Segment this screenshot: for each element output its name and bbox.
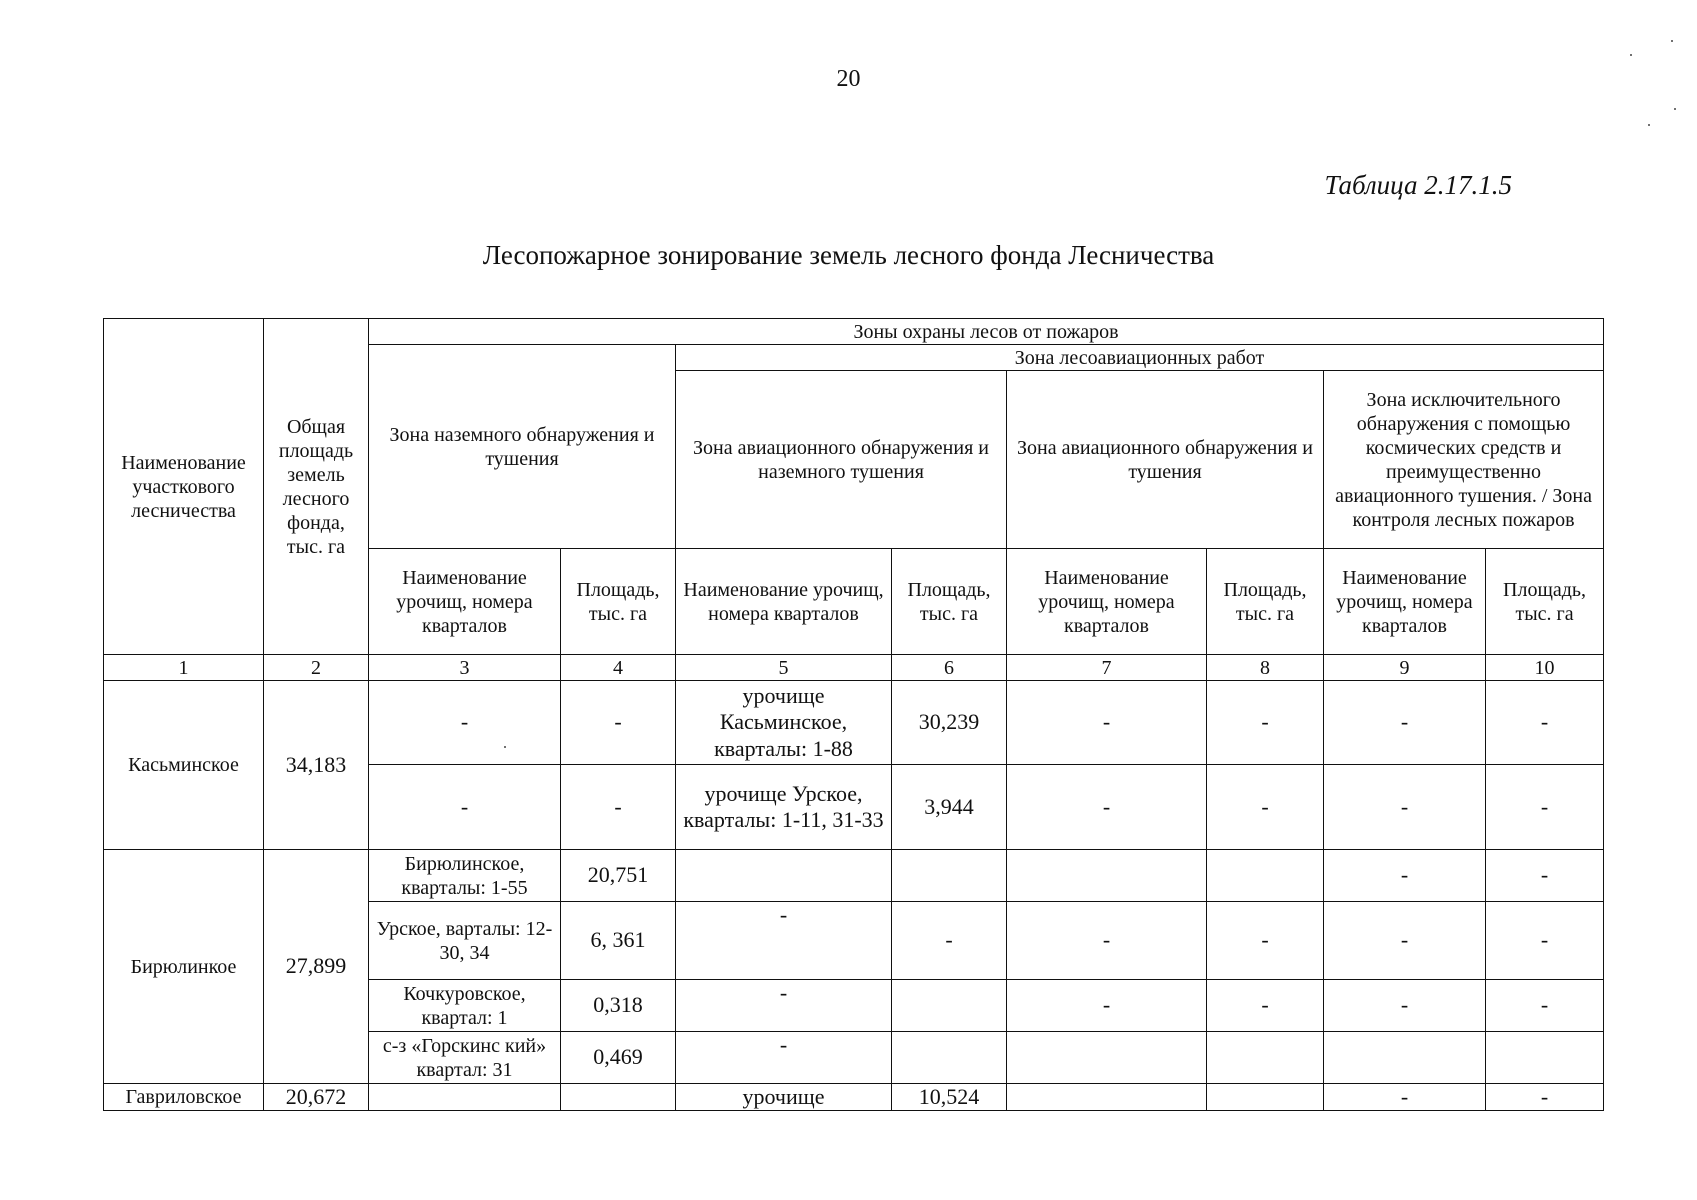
column-number: 7 bbox=[1007, 655, 1207, 681]
cell-c7 bbox=[1007, 1032, 1207, 1084]
header-sub-area: Площадь, тыс. га bbox=[1486, 549, 1604, 655]
cell-c8 bbox=[1207, 1084, 1324, 1111]
cell-c3: Кочкуровское, квартал: 1 bbox=[369, 980, 561, 1032]
cell-c4: - bbox=[561, 765, 676, 850]
cell-c8: - bbox=[1207, 681, 1324, 765]
cell-c8: - bbox=[1207, 980, 1324, 1032]
forestry-name: Гавриловское bbox=[104, 1084, 264, 1111]
header-zone-aviation-works: Зона лесоавиационных работ bbox=[676, 345, 1604, 371]
cell-c9: - bbox=[1324, 902, 1486, 980]
header-name: Наименование участкового лесничества bbox=[104, 319, 264, 655]
table-caption: Таблица 2.17.1.5 bbox=[1324, 170, 1512, 200]
cell-c3: Урское, варталы: 12-30, 34 bbox=[369, 902, 561, 980]
cell-c5: - bbox=[676, 1032, 892, 1084]
header-area: Общая площадь земель лесного фонда, тыс. га bbox=[264, 319, 369, 655]
cell-c9: - bbox=[1324, 850, 1486, 902]
cell-c3: - bbox=[369, 681, 561, 765]
scan-speck bbox=[1648, 124, 1650, 126]
table-row bbox=[104, 850, 1604, 902]
column-number: 2 bbox=[264, 655, 369, 681]
header-zone-air: Зона авиационного обнаружения и тушения bbox=[1007, 371, 1324, 549]
cell-c3 bbox=[369, 1084, 561, 1111]
cell-c4 bbox=[561, 1084, 676, 1111]
cell-c5: урочище Урское, кварталы: 1-11, 31-33 bbox=[676, 765, 892, 850]
column-number: 1 bbox=[104, 655, 264, 681]
scan-speck bbox=[1674, 108, 1676, 110]
header-zone-ground: Зона наземного обнаружения и тушения bbox=[369, 345, 676, 549]
header-sub-name: Наименование урочищ, номера кварталов bbox=[1324, 549, 1486, 655]
page-number: 20 bbox=[836, 66, 861, 92]
table-row bbox=[104, 1084, 1604, 1111]
cell-c9: - bbox=[1324, 980, 1486, 1032]
column-numbers-row bbox=[104, 655, 1604, 681]
cell-c3: Бирюлинское, кварталы: 1-55 bbox=[369, 850, 561, 902]
cell-c6 bbox=[892, 850, 1007, 902]
cell-c9: - bbox=[1324, 765, 1486, 850]
forestry-area: 34,183 bbox=[264, 681, 369, 850]
column-number: 10 bbox=[1486, 655, 1604, 681]
cell-c7: - bbox=[1007, 902, 1207, 980]
column-number: 4 bbox=[561, 655, 676, 681]
scan-speck bbox=[1671, 40, 1673, 42]
cell-c10: - bbox=[1486, 980, 1604, 1032]
cell-c6: 3,944 bbox=[892, 765, 1007, 850]
cell-c7 bbox=[1007, 1084, 1207, 1111]
cell-c8 bbox=[1207, 850, 1324, 902]
column-number: 6 bbox=[892, 655, 1007, 681]
cell-c10 bbox=[1486, 1032, 1604, 1084]
cell-c3: с-з «Горскинс кий» квартал: 31 bbox=[369, 1032, 561, 1084]
document-title: Лесопожарное зонирование земель лесного фонда Лесничества bbox=[482, 240, 1215, 270]
cell-c8: - bbox=[1207, 765, 1324, 850]
cell-c5: урочище bbox=[676, 1084, 892, 1111]
header-row-zones bbox=[104, 319, 1604, 345]
cell-c7: - bbox=[1007, 765, 1207, 850]
cell-c6 bbox=[892, 1032, 1007, 1084]
cell-c8: - bbox=[1207, 902, 1324, 980]
header-sub-area: Площадь, тыс. га bbox=[892, 549, 1007, 655]
column-number: 8 bbox=[1207, 655, 1324, 681]
column-number: 3 bbox=[369, 655, 561, 681]
cell-c9 bbox=[1324, 1032, 1486, 1084]
forestry-name: Бирюлинкое bbox=[104, 850, 264, 1084]
forestry-name: Касьминское bbox=[104, 681, 264, 850]
cell-c4: 20,751 bbox=[561, 850, 676, 902]
cell-c8 bbox=[1207, 1032, 1324, 1084]
column-number: 9 bbox=[1324, 655, 1486, 681]
cell-c10: - bbox=[1486, 765, 1604, 850]
scan-speck bbox=[504, 746, 506, 748]
cell-c5 bbox=[676, 850, 892, 902]
cell-c10: - bbox=[1486, 681, 1604, 765]
cell-c3: - bbox=[369, 765, 561, 850]
header-sub-name: Наименование урочищ, номера кварталов bbox=[369, 549, 561, 655]
cell-c4: 0,318 bbox=[561, 980, 676, 1032]
header-zone-space: Зона исключительного обнаружения с помощью космических средств и преимущественно авиационного тушения. / Зона контроля лесных пожаров bbox=[1324, 371, 1604, 549]
cell-c10: - bbox=[1486, 902, 1604, 980]
header-zones: Зоны охраны лесов от пожаров bbox=[369, 319, 1604, 345]
column-number: 5 bbox=[676, 655, 892, 681]
table-row bbox=[104, 681, 1604, 765]
cell-c5: урочище Касьминское, кварталы: 1-88 bbox=[676, 681, 892, 765]
header-sub-area: Площадь, тыс. га bbox=[1207, 549, 1324, 655]
cell-c9: - bbox=[1324, 1084, 1486, 1111]
cell-c7 bbox=[1007, 850, 1207, 902]
header-sub-name: Наименование урочищ, номера кварталов bbox=[676, 549, 892, 655]
header-sub-area: Площадь, тыс. га bbox=[561, 549, 676, 655]
cell-c7: - bbox=[1007, 681, 1207, 765]
cell-c10: - bbox=[1486, 850, 1604, 902]
cell-c4: 6, 361 bbox=[561, 902, 676, 980]
cell-c5: - bbox=[676, 980, 892, 1032]
cell-c6 bbox=[892, 980, 1007, 1032]
cell-c5: - bbox=[676, 902, 892, 980]
cell-c7: - bbox=[1007, 980, 1207, 1032]
cell-c6: - bbox=[892, 902, 1007, 980]
cell-c4: - bbox=[561, 681, 676, 765]
header-zone-air-ground: Зона авиационного обнаружения и наземного тушения bbox=[676, 371, 1007, 549]
cell-c10: - bbox=[1486, 1084, 1604, 1111]
scan-speck bbox=[1630, 54, 1632, 56]
cell-c9: - bbox=[1324, 681, 1486, 765]
cell-c6: 30,239 bbox=[892, 681, 1007, 765]
forestry-area: 27,899 bbox=[264, 850, 369, 1084]
forestry-area: 20,672 bbox=[264, 1084, 369, 1111]
header-sub-name: Наименование урочищ, номера кварталов bbox=[1007, 549, 1207, 655]
cell-c6: 10,524 bbox=[892, 1084, 1007, 1111]
cell-c4: 0,469 bbox=[561, 1032, 676, 1084]
fire-zoning-table bbox=[103, 318, 1604, 1111]
